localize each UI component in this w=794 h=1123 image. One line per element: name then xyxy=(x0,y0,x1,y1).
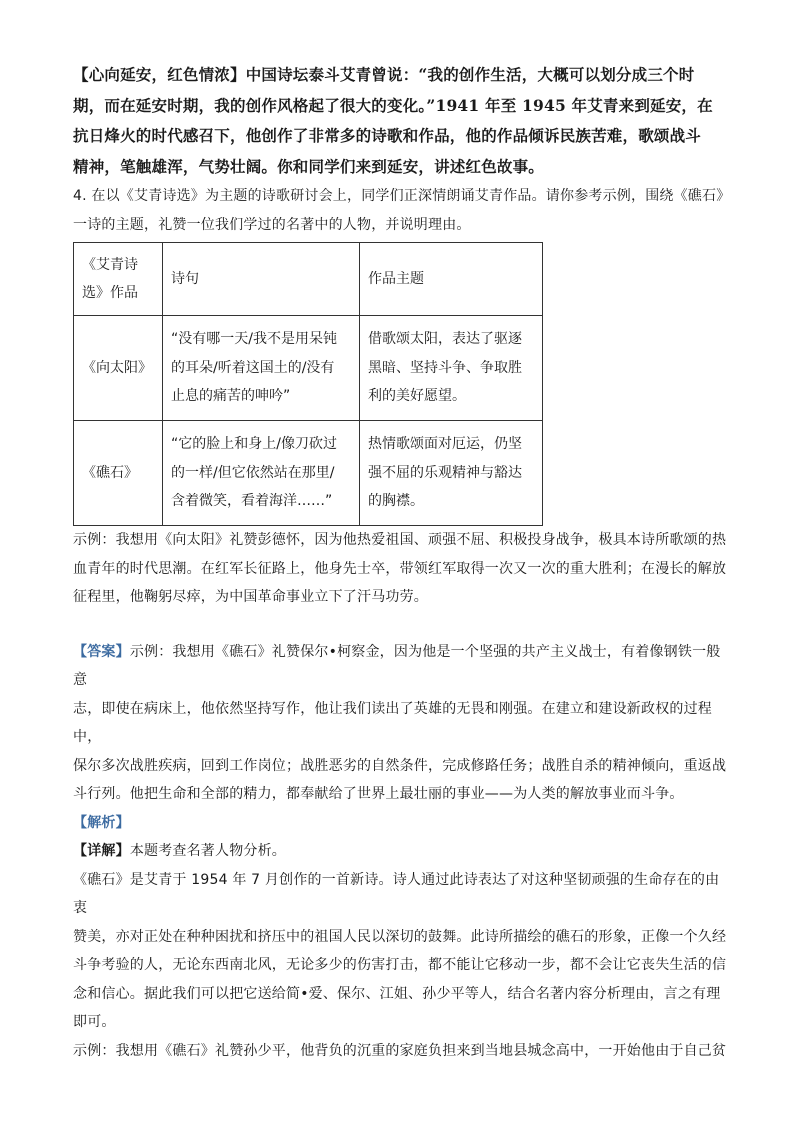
analysis-tag: 【解析】 xyxy=(73,814,130,831)
table-header-row xyxy=(74,243,543,316)
intro-paragraph xyxy=(73,60,733,182)
cell-verse: “它的脸上和身上/像刀砍过 的一样/但它依然站在那里/ 含着微笑，看着海洋……” xyxy=(163,421,360,526)
poem-table xyxy=(73,242,543,526)
table-row xyxy=(74,316,543,421)
answer-line: 志，即使在病床上，他依然坚持写作，他让我们读出了英雄的无畏和刚强。在建立和建设新政权的过程中， xyxy=(73,700,712,745)
header-cell-work: 《艾青诗 选》作品 xyxy=(74,243,163,316)
detail-line: 念和信心。据此我们可以把它送给简•爱、保尔、江姐、孙少平等人，结合名著内容分析理由，言之有理 xyxy=(73,985,721,1002)
answer-tag: 【答案】 xyxy=(73,643,130,660)
intro-line: 期，而在延安时期，我的创作风格起了很大的变化。”1941 年至 1945 年艾青来到延安，在 xyxy=(73,95,713,115)
answer-line: 斗行列。他把生命和全部的精力，都奉献给了世界上最壮丽的事业——为人类的解放事业而斗争。 xyxy=(73,786,684,802)
example-line: 示例：我想用《向太阳》礼赞彭德怀，因为他热爱祖国、顽强不屈、积极投身战争，极具本诗所歌颂的热 xyxy=(73,532,727,548)
answer-paragraph xyxy=(73,638,733,809)
cell-verse: “没有哪一天/我不是用呆钝 的耳朵/听着这国土的/没有 止息的痛苦的呻吟” xyxy=(163,316,360,421)
question-line: 一诗的主题，礼赞一位我们学过的名著中的人物，并说明理由。 xyxy=(73,216,471,233)
question-line: 4. 在以《艾青诗选》为主题的诗歌研讨会上，同学们正深情朗诵艾青作品。请你参考示例，围绕《礁石》 xyxy=(73,188,731,204)
question-paragraph xyxy=(73,182,733,239)
document-page xyxy=(73,60,733,1065)
detail-line: 即可。 xyxy=(73,1014,116,1030)
intro-line: 【心向延安，红色情浓】中国诗坛泰斗艾青曾说：“我的创作生活，大概可以划分成三个时 xyxy=(73,65,695,84)
answer-line: 【答案】示例：我想用《礁石》礼赞保尔•柯察金，因为他是一个坚强的共产主义战士，有着像钢铁一般意 xyxy=(73,643,721,688)
detail-line: 《礁石》是艾青于 1954 年 7 月创作的一首新诗。诗人通过此诗表达了对这种坚韧顽强的生命存在的由衷 xyxy=(73,871,720,916)
example-line: 征程里，他鞠躬尽瘁，为中国革命事业立下了汗马功劳。 xyxy=(73,589,428,605)
analysis-paragraph xyxy=(73,809,733,838)
example-paragraph xyxy=(73,526,733,612)
cell-work: 《向太阳》 xyxy=(74,316,163,421)
detail-paragraph xyxy=(73,837,733,1065)
table-row xyxy=(74,421,543,526)
cell-theme: 热情歌颂面对厄运，仍坚 强不屈的乐观精神与豁达 的胸襟。 xyxy=(360,421,543,526)
detail-line: 【详解】本题考查名著人物分析。 xyxy=(73,843,287,859)
cell-theme: 借歌颂太阳，表达了驱逐 黑暗、坚持斗争、争取胜 利的美好愿望。 xyxy=(360,316,543,421)
detail-line: 赞美，亦对正处在种种困扰和挤压中的祖国人民以深切的鼓舞。此诗所描绘的礁石的形象，正像一个久经 xyxy=(73,928,727,945)
spacer xyxy=(73,612,733,638)
analysis-line xyxy=(73,809,733,838)
answer-line: 保尔多次战胜疾病，回到工作岗位；战胜恶劣的自然条件，完成修路任务；战胜自杀的精神倾向，重返战 xyxy=(73,757,727,774)
intro-line: 抗日烽火的时代感召下，他创作了非常多的诗歌和作品，他的作品倾诉民族苦难，歌颂战斗 xyxy=(73,126,702,145)
header-cell-verse: 诗句 xyxy=(163,243,360,316)
detail-line: 斗争考验的人，无论东西南北风，无论多少的伤害打击，都不能让它移动一步，都不会让它丧失生活的信 xyxy=(73,957,727,973)
example-line: 血青年的时代思潮。在红军长征路上，他身先士卒，带领红军取得一次又一次的重大胜利；在漫长的解放 xyxy=(73,560,727,577)
intro-line: 精神，笔触雄浑，气势壮阔。你和同学们来到延安，讲述红色故事。 xyxy=(73,156,545,176)
cell-work: 《礁石》 xyxy=(74,421,163,526)
detail-tag: 【详解】 xyxy=(73,843,130,859)
header-cell-theme: 作品主题 xyxy=(360,243,543,316)
detail-line: 示例：我想用《礁石》礼赞孙少平，他背负的沉重的家庭负担来到当地县城念高中，一开始他由于自己贫 xyxy=(73,1042,727,1059)
